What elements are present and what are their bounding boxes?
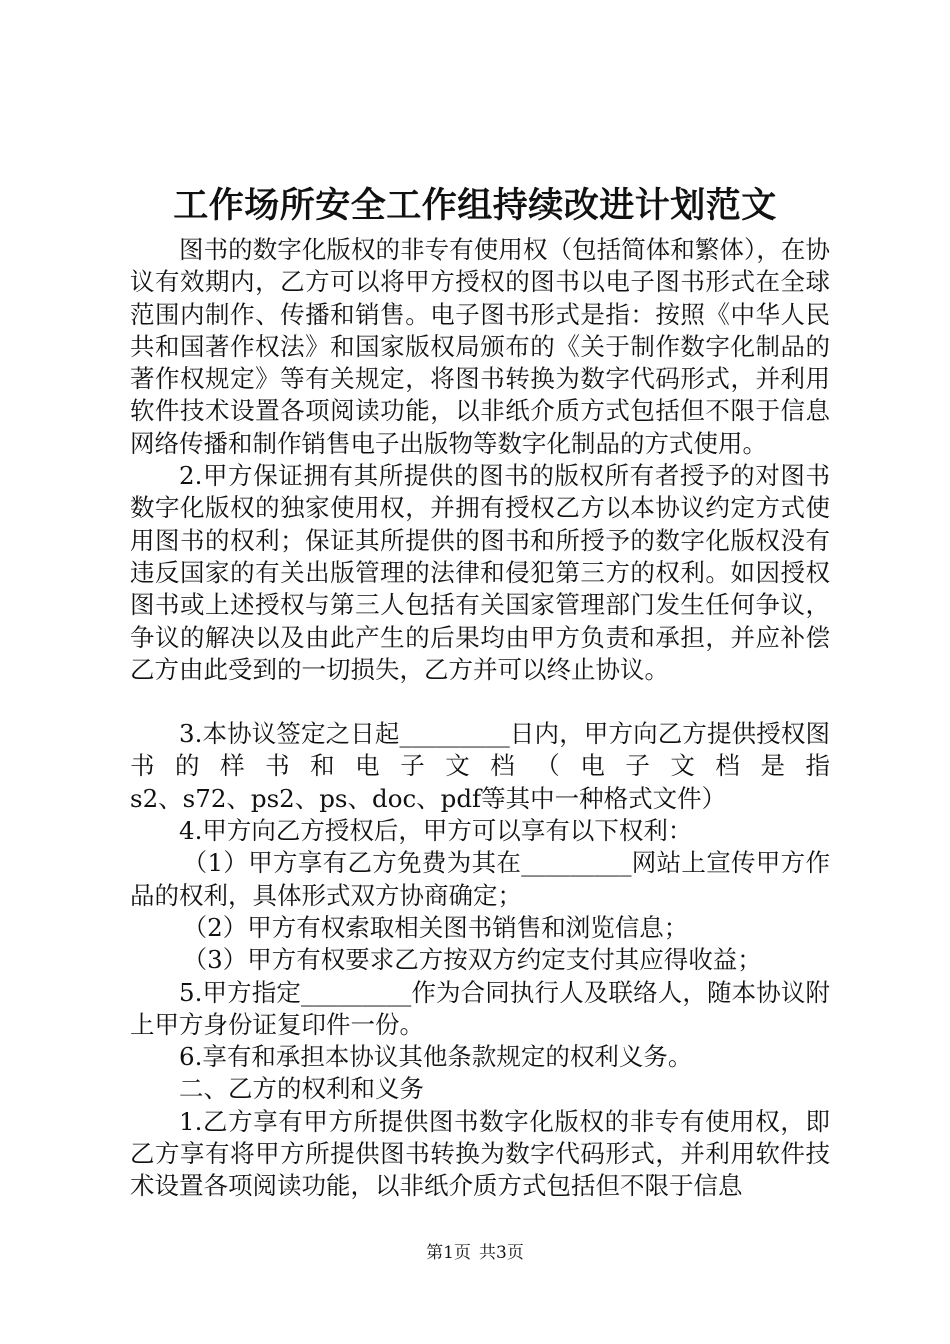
paragraph-party-b-1: 1.乙方享有甲方所提供图书数字化版权的非专有使用权，即乙方享有将甲方所提供图书转换为数字代码形式，并利用软件技术设置各项阅读功能，以非纸介质方式包括但不限于信息	[130, 1106, 830, 1201]
paragraph-4-item-2: （2）甲方有权索取相关图书销售和浏览信息；	[182, 912, 689, 942]
paragraph-5: 5.甲方指定_________作为合同执行人及联络人，随本协议附上甲方身份证复印件一份。	[130, 977, 830, 1039]
page-number: 第1页	[426, 1243, 471, 1263]
page-total: 共3页	[479, 1243, 524, 1263]
document-title: 工作场所安全工作组持续改进计划范文	[173, 185, 777, 226]
paragraph-3-continued: s2、s72、ps2、ps、doc、pdf等其中一种格式文件）	[130, 783, 727, 813]
paragraph-4-item-3: （3）甲方有权要求乙方按双方约定支付其应得收益；	[182, 945, 762, 975]
paragraph-3: 3.本协议签定之日起_________日内，甲方向乙方提供授权图书的样书和电子文档（电子文档是指	[130, 719, 830, 781]
paragraph-gap	[130, 686, 830, 718]
page-footer	[0, 1241, 950, 1265]
section-heading-party-b: 二、乙方的权利和义务	[179, 1074, 424, 1104]
document-body	[130, 234, 830, 1203]
paragraph-4: 4.甲方向乙方授权后，甲方可以享有以下权利：	[179, 816, 693, 846]
paragraph-intro: 图书的数字化版权的非专有使用权（包括简体和繁体），在协议有效期内，乙方可以将甲方授权的图书以电子图书形式在全球范围内制作、传播和销售。电子图书形式是指：按照《中华人民共和国著作权法》和国家版权局颁布的《关于制作数字化制品的著作权规定》等有关规定，将图书转换为数字代码形式，并利用软件技术设置各项阅读功能，以非纸介质方式包括但不限于信息网络传播和制作销售电子出版物等数字化制品的方式使用。	[130, 235, 830, 458]
paragraph-4-item-1: （1）甲方享有乙方免费为其在_________网站上宣传甲方作品的权利，具体形式双方协商确定；	[130, 848, 830, 910]
paragraph-2: 2.甲方保证拥有其所提供的图书的版权所有者授予的对图书数字化版权的独家使用权，并拥有授权乙方以本协议约定方式使用图书的权利；保证其所提供的图书和所授予的数字化版权没有违反国家的有关出版管理的法律和侵犯第三方的权利。如因授权图书或上述授权与第三人包括有关国家管理部门发生任何争议，争议的解决以及由此产生的后果均由甲方负责和承担，并应补偿乙方由此受到的一切损失，乙方并可以终止协议。	[130, 461, 830, 684]
paragraph-6: 6.享有和承担本协议其他条款规定的权利义务。	[179, 1042, 693, 1072]
